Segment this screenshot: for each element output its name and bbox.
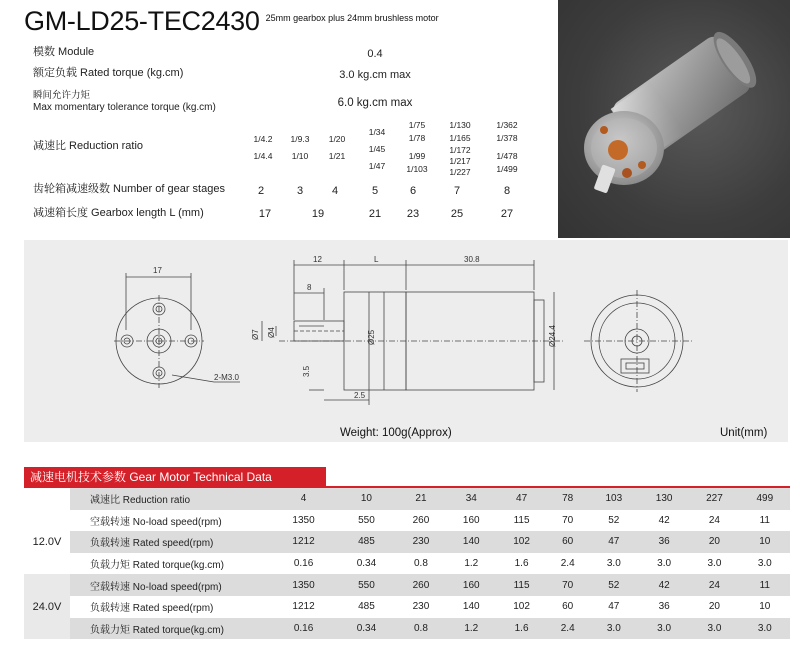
ratio-value: 1/217: [449, 156, 471, 166]
table-cell: 4: [270, 488, 337, 510]
table-cell: 0.34: [337, 618, 396, 640]
table-cell: 34: [446, 488, 496, 510]
gearbox-length-value: 23: [406, 208, 420, 220]
ratio-value: 1/10: [291, 151, 309, 161]
module-value: 0.4: [367, 48, 383, 60]
ratio-value: 1/172: [449, 145, 471, 155]
side-view: [251, 255, 564, 405]
voltage-label: 24.0V: [24, 574, 70, 639]
rated-torque-value: 3.0 kg.cm max: [339, 69, 411, 81]
table-cell: 0.16: [293, 558, 314, 570]
table-cell: 11: [740, 574, 790, 596]
table-cell: 103: [589, 488, 639, 510]
rear-view: [584, 290, 692, 392]
technical-drawing: [24, 240, 788, 442]
front-view: [114, 266, 240, 388]
gearbox-length-value: 17: [258, 208, 272, 220]
gearbox-length-value: 21: [368, 208, 382, 220]
table-cell: 1212: [270, 531, 337, 553]
ratio-value: 1/20: [328, 134, 346, 144]
dim-12-label: 12: [313, 255, 322, 264]
ratio-value: 1/99: [408, 151, 426, 161]
row-label: 空载转速 No-load speed(rpm): [70, 574, 270, 596]
table-cell: 0.8: [414, 558, 428, 570]
table-cell: 10: [759, 601, 771, 613]
gear-stage-value: 5: [371, 185, 379, 197]
momentary-torque-label-en: Max momentary tolerance torque (kg.cm): [33, 102, 216, 113]
row-label: 减速比 Reduction ratio: [70, 488, 270, 510]
table-cell: 102: [513, 601, 530, 613]
table-cell: 20: [708, 601, 720, 613]
table-cell: 36: [658, 601, 670, 613]
table-cell: 260: [396, 574, 446, 596]
table-cell: 10: [337, 488, 396, 510]
voltage-label: 12.0V: [24, 510, 70, 575]
table-cell: 485: [337, 531, 396, 553]
table-cell: 1.6: [496, 618, 546, 640]
table-cell: 550: [358, 514, 375, 526]
table-cell: 1350: [270, 574, 337, 596]
table-cell: 10: [740, 531, 790, 553]
ratio-value: 1/103: [406, 164, 428, 174]
ratio-value: 1/165: [449, 133, 471, 143]
table-cell: 3.0: [757, 558, 772, 570]
table-cell: 2.4: [547, 618, 589, 640]
table-cell: 24: [689, 574, 739, 596]
table-cell: 140: [446, 531, 496, 553]
table-cell: 3.0: [740, 618, 790, 640]
gear-stages-label: 齿轮箱减速级数 Number of gear stages: [33, 183, 225, 195]
table-row: [24, 596, 790, 618]
table-cell: 42: [639, 574, 689, 596]
row-label: 空载转速 No-load speed(rpm): [90, 516, 222, 528]
table-cell: 3.0: [689, 618, 739, 640]
table-cell: 0.8: [396, 618, 446, 640]
gearbox-length-value: 27: [500, 208, 514, 220]
dim-7-label: Ø7: [251, 329, 260, 340]
table-cell: 78: [547, 488, 589, 510]
ratio-value: 1/4.4: [253, 151, 273, 161]
table-cell: 485: [358, 601, 375, 613]
ratio-value: 1/78: [408, 133, 426, 143]
reduction-ratio-label: 减速比 Reduction ratio: [33, 140, 144, 152]
table-cell: 70: [562, 514, 574, 526]
table-cell: 1.2: [446, 618, 496, 640]
ratio-value: 1/34: [368, 127, 386, 137]
gear-stage-value: 7: [453, 185, 461, 197]
dim-8-label: 8: [307, 283, 312, 292]
table-row: [24, 574, 790, 596]
table-row: [24, 553, 790, 575]
table-cell: 3.0: [606, 558, 621, 570]
table-cell: 1.6: [514, 558, 529, 570]
dim-3-5-label: 3.5: [302, 365, 311, 377]
table-row: [24, 531, 790, 553]
table-cell: 0.16: [270, 618, 337, 640]
table-cell: 21: [396, 488, 446, 510]
product-photo: [558, 0, 790, 238]
ratio-value: 1/378: [496, 133, 518, 143]
ratio-value: 1/362: [496, 120, 518, 130]
ratio-value: 1/130: [449, 120, 471, 130]
table-cell: 1.2: [464, 558, 479, 570]
dim-24-4-label: Ø24.4: [548, 325, 557, 347]
gear-stage-value: 2: [257, 185, 265, 197]
ratio-value: 1/9.3: [290, 134, 310, 144]
table-cell: 130: [639, 488, 689, 510]
table-cell: 60: [562, 601, 574, 613]
table-cell: 230: [396, 531, 446, 553]
dim-30-8-label: 30.8: [464, 255, 480, 264]
gear-motor-image: [558, 0, 790, 238]
table-cell: 230: [412, 601, 430, 613]
ratio-value: 1/227: [449, 167, 471, 177]
table-cell: 160: [446, 574, 496, 596]
tech-data-table: [24, 488, 790, 639]
row-label: 负载转速 Rated speed(rpm): [70, 531, 270, 553]
gear-stage-value: 4: [331, 185, 339, 197]
gearbox-length-label: 减速箱长度 Gearbox length L (mm): [33, 207, 204, 219]
row-label: 负载转速 Rated speed(rpm): [90, 603, 214, 615]
table-cell: 20: [689, 531, 739, 553]
gear-stage-value: 8: [503, 185, 511, 197]
table-row-ratio: [24, 488, 790, 510]
gear-stage-value: 6: [409, 185, 417, 197]
rated-torque-label: 额定负载 Rated torque (kg.cm): [33, 67, 184, 79]
table-cell: 42: [658, 514, 670, 526]
dim-l-label: L: [374, 255, 379, 264]
table-cell: 1350: [292, 514, 315, 526]
row-label: 负载力矩 Rated torque(kg.cm): [90, 560, 224, 572]
table-cell: 260: [412, 514, 430, 526]
module-label: 模数 Module: [33, 46, 95, 58]
dim-4-label: Ø4: [267, 327, 276, 338]
table-cell: 227: [689, 488, 739, 510]
table-cell: 47: [589, 531, 639, 553]
table-cell: 0.34: [356, 558, 377, 570]
table-cell: 11: [759, 514, 770, 526]
table-cell: 52: [589, 574, 639, 596]
dim-17-label: 17: [153, 266, 162, 275]
momentary-torque-label-cn: 瞬间允许力矩: [33, 90, 91, 101]
table-cell: 102: [496, 531, 546, 553]
table-cell: 70: [547, 574, 589, 596]
ratio-value: 1/75: [408, 120, 426, 130]
model-name: GM-LD25-TEC2430: [24, 6, 260, 36]
table-cell: 36: [639, 531, 689, 553]
ratio-value: 1/21: [328, 151, 346, 161]
table-cell: 115: [496, 574, 546, 596]
tech-table-title: 减速电机技术参数 Gear Motor Technical Data: [24, 467, 326, 487]
momentary-torque-value: 6.0 kg.cm max: [337, 97, 413, 109]
table-cell: 115: [513, 514, 530, 526]
gearbox-length-value: 19: [311, 208, 325, 220]
ratio-value: 1/45: [368, 144, 386, 154]
table-cell: 3.0: [707, 558, 722, 570]
table-cell: 2.4: [560, 558, 575, 570]
gear-stage-value: 3: [296, 185, 304, 197]
ratio-value: 1/499: [496, 164, 518, 174]
table-cell: 52: [608, 514, 620, 526]
unit-label: Unit(mm): [720, 427, 768, 439]
table-cell: 3.0: [589, 618, 639, 640]
table-cell: 47: [496, 488, 546, 510]
ratio-value: 1/478: [496, 151, 518, 161]
table-cell: 160: [462, 514, 480, 526]
product-subtitle: 25mm gearbox plus 24mm brushless motor: [265, 13, 439, 23]
table-cell: 3.0: [639, 618, 689, 640]
dim-2-5-label: 2.5: [354, 391, 366, 400]
dim-25-label: Ø25: [367, 329, 376, 345]
table-cell: 3.0: [657, 558, 672, 570]
ratio-value: 1/47: [368, 161, 386, 171]
table-cell: 60: [547, 531, 589, 553]
gearbox-length-value: 25: [450, 208, 464, 220]
ratio-value: 1/4.2: [253, 134, 273, 144]
product-title: [24, 6, 439, 37]
table-row: [24, 510, 790, 532]
table-cell: 1212: [292, 601, 315, 613]
table-cell: 47: [608, 601, 620, 613]
table-row: [24, 618, 790, 640]
table-cell: 550: [337, 574, 396, 596]
dim-m3-label: 2-M3.0: [214, 373, 239, 382]
weight-label: Weight: 100g(Approx): [340, 427, 452, 439]
table-cell: 24: [708, 514, 720, 526]
table-cell: 140: [462, 601, 480, 613]
table-cell: 499: [740, 488, 790, 510]
row-label: 负载力矩 Rated torque(kg.cm): [70, 618, 270, 640]
